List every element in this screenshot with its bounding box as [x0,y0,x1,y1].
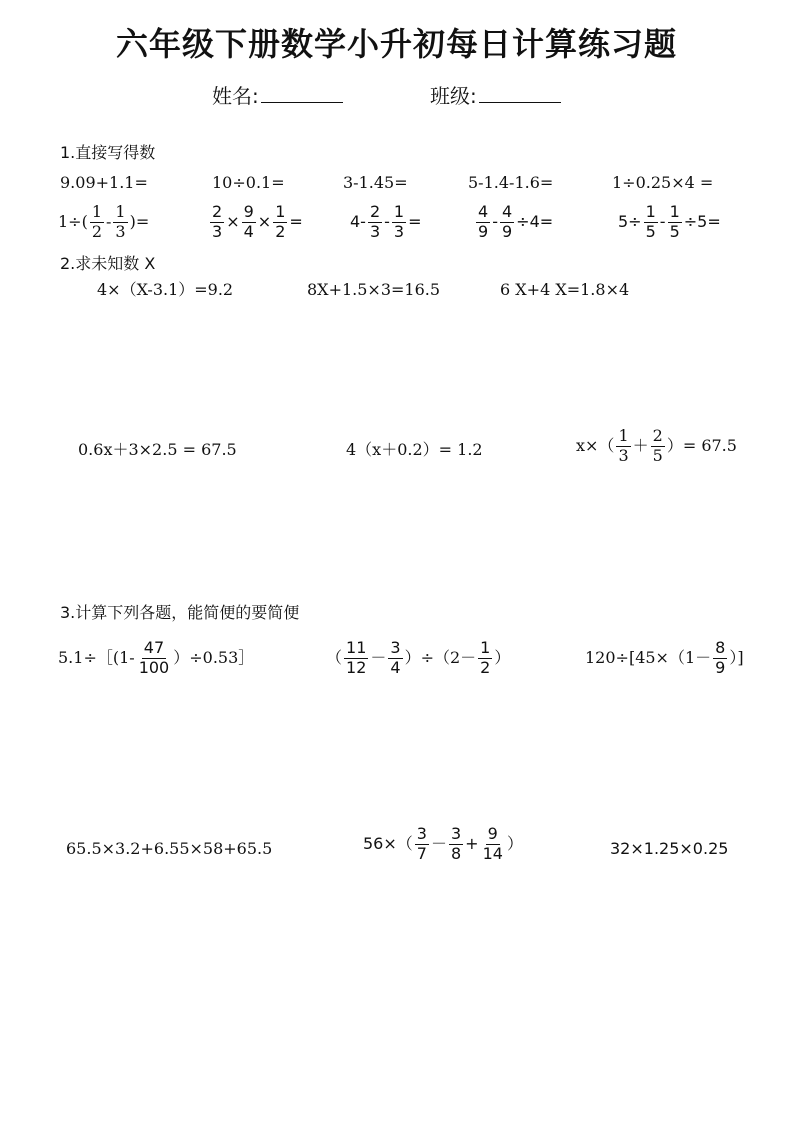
section1-heading: 1.直接写得数 [60,143,156,162]
s1-q7: $\frac{2}{3}$ × $\frac{9}{4}$ × $\frac{1}{2}$ = [212,202,303,241]
s3-c1: 5.1÷［(1- $\frac{47}{100}$ ）÷0.53］ [58,638,255,677]
s1-q3: 3-1.45= [343,173,408,192]
s3-c2: （ $\frac{11}{12}$ － $\frac{3}{4}$ ）÷（2－ $\frac{1}{2}$ ） [326,638,511,677]
name-blank[interactable] [261,88,343,103]
s2-eq1: 4×（X-3.1）=9.2 [97,280,234,299]
s3-c6: 32×1.25×0.25 [610,839,729,858]
class-label: 班级: [430,84,477,108]
s1-q4: 5-1.4-1.6= [468,173,554,192]
s1-q2: 10÷0.1= [212,173,285,192]
name-label: 姓名: [212,84,259,108]
s3-c3: 120÷[45×（1－ $\frac{8}{9}$ ）] [585,638,744,677]
s1-q8: 4- $\frac{2}{3}$ - $\frac{1}{3}$ = [350,202,422,241]
s2-eq5: 4（x＋0.2）= 1.2 [346,440,483,459]
s2-eq2: 8X+1.5×3=16.5 [307,280,441,299]
s2-eq6: x×（ $\frac{1}{3}$ ＋ $\frac{2}{5}$ ）= 67.5 [576,426,737,465]
s1-q1: 9.09+1.1= [60,173,148,192]
class-blank[interactable] [479,88,561,103]
section3-heading: 3.计算下列各题，能简便的要简便 [60,603,300,622]
s3-c5: 56×（ $\frac{3}{7}$ － $\frac{3}{8}$ + $\frac{9}{14}$ ） [363,824,523,863]
class-field [430,86,561,106]
s2-eq4: 0.6x＋3×2.5 = 67.5 [78,440,237,459]
section2-heading: 2.求未知数 X [60,254,156,273]
s1-q5: 1÷0.25×4 = [612,173,714,192]
s1-q9: $\frac{4}{9}$ - $\frac{4}{9}$ ÷4= [478,202,554,241]
name-field [212,86,343,106]
s3-c4: 65.5×3.2+6.55×58+65.5 [66,839,273,858]
s2-eq3: 6 X+4 X=1.8×4 [500,280,630,299]
s1-q6: 1÷( $\frac{1}{2}$ - $\frac{1}{3}$ )= [58,202,150,241]
page-title: 六年级下册数学小升初每日计算练习题 [115,25,677,63]
s1-q10: 5÷ $\frac{1}{5}$ - $\frac{1}{5}$ ÷5= [618,202,721,241]
